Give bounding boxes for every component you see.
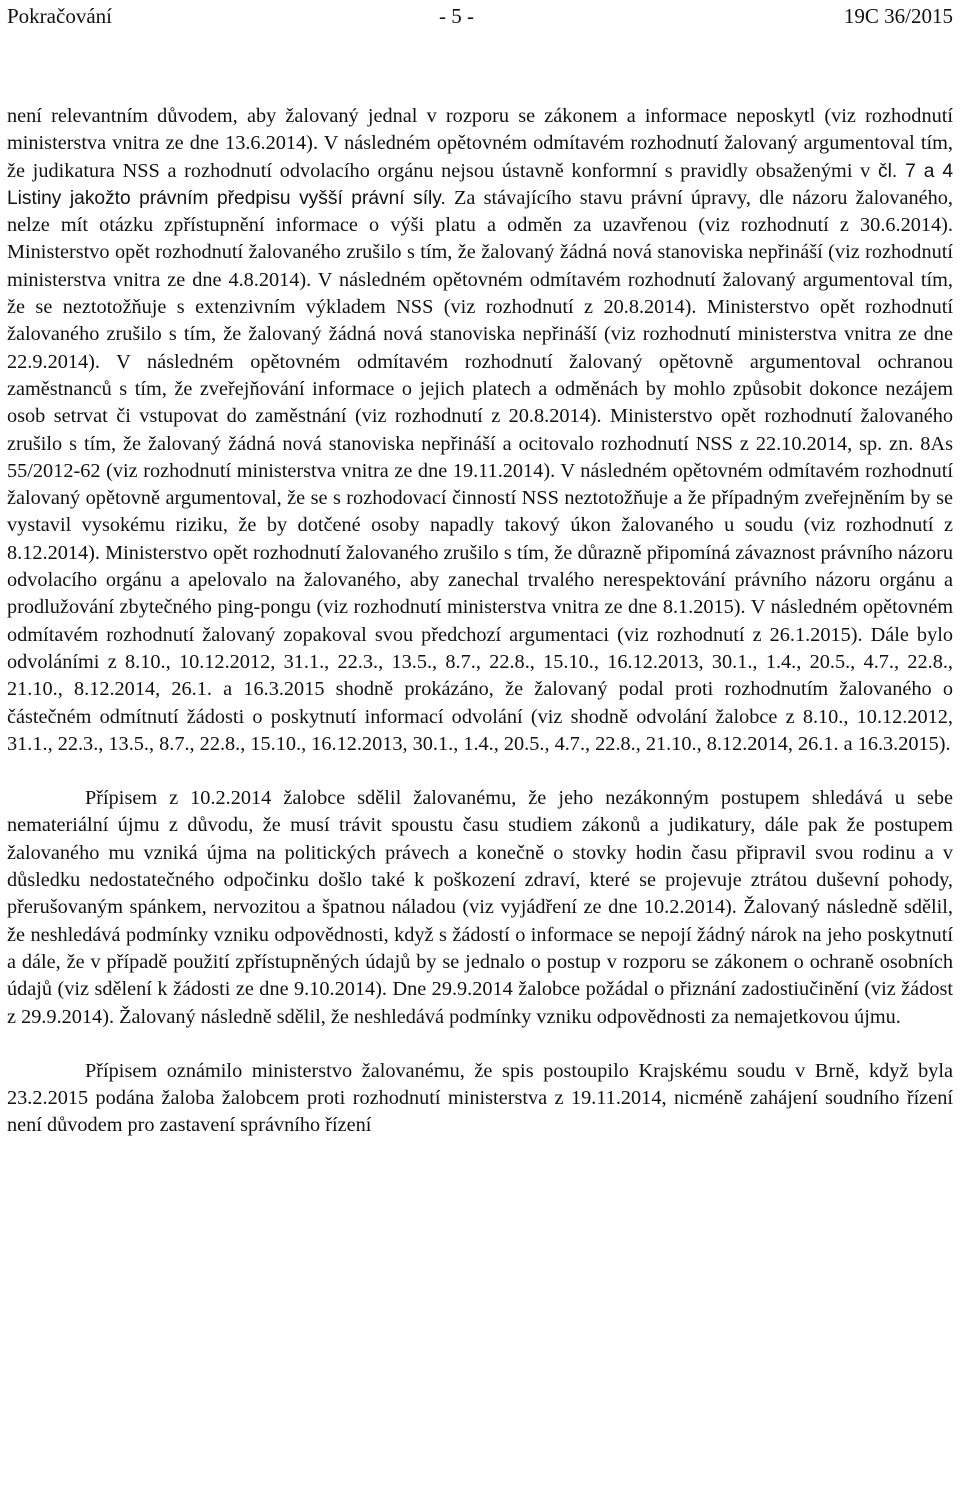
document-body (7, 103, 953, 1140)
paragraph-3-text: Přípisem oznámilo ministerstvo žalovanému, že spis postoupilo Krajskému soudu v Brně, když byla 23.2.2015 podána žaloba žalobcem proti rozhodnutí ministerstva z 19.11.2014, nicméně zahájení soudního řízení není důvodem pro zastavení správního řízení (7, 1059, 953, 1137)
header-page-number: - 5 - (439, 4, 474, 28)
paragraph-1-text-c: Za stávajícího stavu právní úpravy, dle názoru žalovaného, nelze mít otázku zpřístupnění informace o výši platu a odměn za uzavřenou (viz rozhodnutí z 30.6.2014). Ministerstvo opět rozhodnutí žalovaného zrušilo s tím, že žalovaný žádná nová stanoviska nepřináší (viz rozhodnutí ministerstva vnitra ze dne 4.8.2014). V následném opětovném odmítavém rozhodnutí žalovaný argumentoval tím, že se neztotožňuje s extenzivním výkladem NSS (viz rozhodnutí z 20.8.2014). Ministerstvo opět rozhodnutí žalovaného zrušilo s tím, že žalovaný žádná nová stanoviska nepřináší (viz rozhodnutí ministerstva vnitra ze dne 22.9.2014). V následném opětovném odmítavém rozhodnutí žalovaný opětovně argumentoval ochranou zaměstnanců s tím, že zveřejňování informace o jejich platech a odměnách by mohlo způsobit dokonce nezájem osob setrvat či vstupovat do zaměstnání (viz rozhodnutí z 20.8.2014). Ministerstvo opět rozhodnutí žalovaného zrušilo s tím, že žalovaný žádná nová stanoviska nepřináší a ocitovalo rozhodnutí NSS z 22.10.2014, sp. zn. 8As 55/2012-62 (viz rozhodnutí ministerstva vnitra ze dne 19.11.2014). V následném opětovném odmítavém rozhodnutí žalovaný opětovně argumentoval, že se s rozhodovací činností NSS neztotožňuje a že případným zveřejněním by se vystavil vysokému riziku, že by dotčené osoby napadly takový úkon žalovaného u soudu (viz rozhodnutí z 8.12.2014). Ministerstvo opět rozhodnutí žalovaného zrušilo s tím, že důrazně připomíná závaznost právního názoru odvolacího orgánu a apelovalo na žalovaného, aby zanechal trvalého nerespektování právního názoru orgánu a prodlužování zbytečného ping-pongu (viz rozhodnutí ministerstva vnitra ze dne 8.1.2015). V následném opětovném odmítavém rozhodnutí žalovaný zopakoval svou předchozí argumentaci (viz rozhodnutí z 26.1.2015). Dále bylo odvoláními z 8.10., 10.12.2012, 31.1., 22.3., 13.5., 8.7., 22.8., 15.10., 16.12.2013, 30.1., 1.4., 20.5., 4.7., 22.8., 21.10., 8.12.2014, 26.1. a 16.3.2015 shodně prokázáno, že žalovaný podal proti rozhodnutím žalovaného o částečném odmítnutí žádosti o poskytnutí informací odvolání (viz shodně odvolání žalobce z 8.10., 10.12.2012, 31.1., 22.3., 13.5., 8.7., 22.8., 15.10., 16.12.2013, 30.1., 1.4., 20.5., 4.7., 22.8., 21.10., 8.12.2014, 26.1. a 16.3.2015). (7, 186, 953, 755)
paragraph-1-text-b: čl. 7 a 4 Listiny jakožto právním předpisu vyšší právní síly. (7, 160, 954, 209)
paragraph-3 (7, 1058, 953, 1140)
page-header (7, 0, 953, 32)
paragraph-2 (7, 785, 953, 1031)
header-case-number: 19C 36/2015 (843, 4, 953, 28)
paragraph-2-text: Přípisem z 10.2.2014 žalobce sdělil žalovanému, že jeho nezákonným postupem shledává u sebe nemateriální újmu z důvodu, že musí trávit spoustu času studiem zákonů a judikatury, dále pak že postupem žalovaného mu vzniká újma na politických právech a konečně o stovky hodin času připravil svou rodinu a v důsledku nedostatečného odpočinku došlo také k poškození zdraví, které se projevuje ztrátou duševní pohody, přerušovaným spánkem, nervozitou a špatnou náladou (viz vyjádření ze dne 10.2.2014). Žalovaný následně sdělil, že neshledává podmínky vzniku odpovědnosti, když s žádostí o informace se nepojí žádný nárok na jeho poskytnutí a dále, že v případě použití zpřístupněných údajů by se jednalo o postup v rozporu se zákonem o ochraně osobních údajů (viz sdělení k žádosti ze dne 9.10.2014). Dne 29.9.2014 žalobce požádal o přiznání zadostiučinění (viz žádost z 29.9.2014). Žalovaný následně sdělil, že neshledává podmínky vzniku odpovědnosti za nemajetkovou újmu. (7, 787, 953, 1028)
paragraph-1 (7, 103, 953, 758)
header-continuation-label: Pokračování (7, 4, 112, 28)
paragraph-1-text-a: není relevantním důvodem, aby žalovaný jednal v rozporu se zákonem a informace neposkytl (viz rozhodnutí ministerstva vnitra ze dne 13.6.2014). V následném opětovném odmítavém rozhodnutí žalovaný argumentoval tím, že judikatura NSS a rozhodnutí odvolacího orgánu nejsou ústavně konformní s pravidly obsaženými v (7, 105, 953, 182)
document-page (7, 0, 954, 1137)
